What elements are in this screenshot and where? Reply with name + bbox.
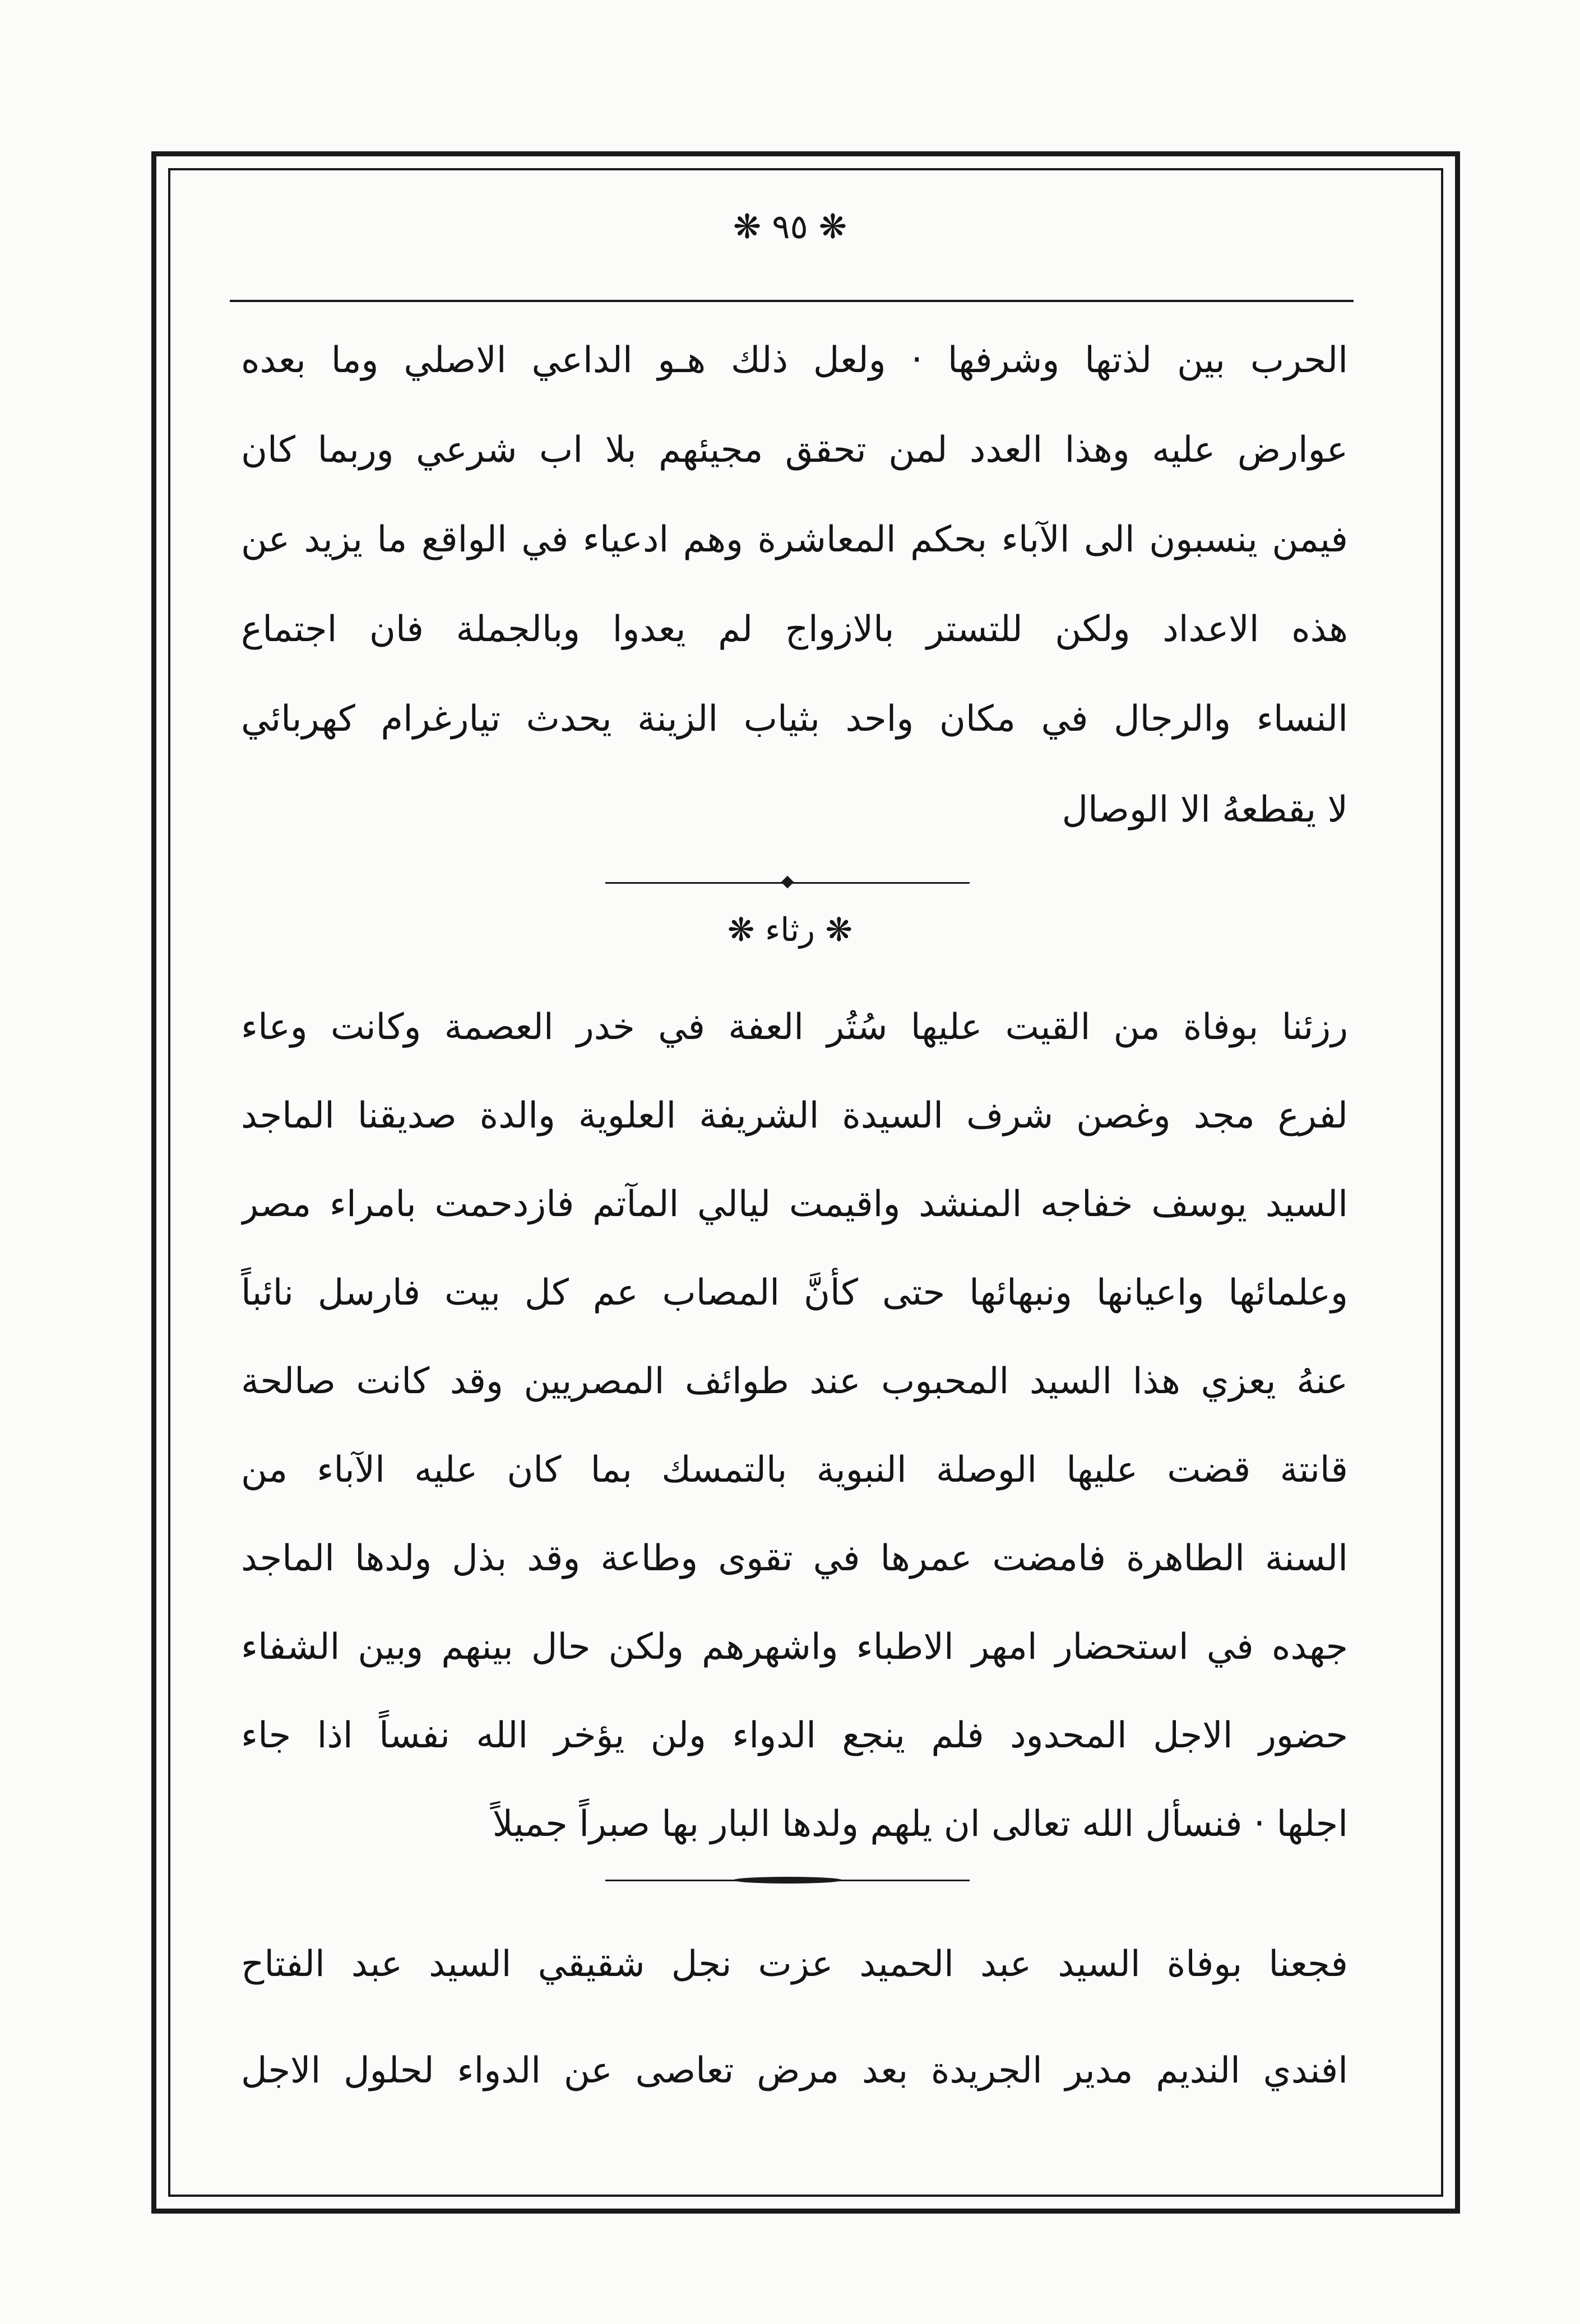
paragraph-1-line: فيمن ينسبون الى الآباء بحكم المعاشرة وهم ادعياء في الواقع ما يزيد عن: [241, 519, 1348, 560]
divider-diamond-icon: [781, 876, 794, 889]
paragraph-1-line: لا يقطعهُ الا الوصال: [1062, 789, 1348, 831]
paragraph-1-line: النساء والرجال في مكان واحد بثياب الزينة يحدث تيارغرام كهربائي: [241, 698, 1348, 740]
paragraph-2-line: رزئنا بوفاة من القيت عليها سُتُر العفة في خدر العصمة وكانت وعاء: [241, 1006, 1348, 1048]
section-heading: ❋ رثاء ❋: [727, 911, 853, 949]
paragraph-2-line: عنهُ يعزي هذا السيد المحبوب عند طوائف المصريين وقد كانت صالحة: [241, 1361, 1348, 1402]
paragraph-1-line: الحرب بين لذتها وشرفها · ولعل ذلك هـو الداعي الاصلي وما بعده: [241, 340, 1348, 381]
divider-ornament-icon: [733, 1877, 842, 1884]
paragraph-2-line: وعلمائها واعيانها ونبهائها حتى كأنَّ المصاب عم كل بيت فارسل نائباً: [241, 1272, 1348, 1314]
paragraph-1-line: هذه الاعداد ولكن للتستر بالازواج لم يعدوا وبالجملة فان اجتماع: [241, 609, 1348, 650]
paragraph-1-line: عوارض عليه وهذا العدد لمن تحقق مجيئهم بلا اب شرعي وربما كان: [241, 429, 1348, 471]
paragraph-3-line: فجعنا بوفاة السيد عبد الحميد عزت نجل شقيقي السيد عبد الفتاح: [241, 1943, 1348, 1985]
paragraph-2-line: لفرع مجد وغصن شرف السيدة الشريفة العلوية والدة صديقنا الماجد: [241, 1095, 1348, 1137]
paragraph-2-line: السنة الطاهرة فامضت عمرها في تقوى وطاعة وقد بذل ولدها الماجد: [241, 1538, 1348, 1579]
paragraph-2-line: حضور الاجل المحدود فلم ينجع الدواء ولن يؤخر الله نفساً اذا جاء: [241, 1715, 1348, 1756]
paragraph-2-line: قانتة قضت عليها الوصلة النبوية بالتمسك بما كان عليه الآباء من: [241, 1449, 1348, 1491]
paragraph-2-line: اجلها · فنسأل الله تعالى ان يلهم ولدها البار بها صبراً جميلاً: [492, 1803, 1348, 1845]
header-rule: [230, 300, 1354, 302]
paragraph-2-line: جهده في استحضار امهر الاطباء واشهرهم ولكن حال بينهم وبين الشفاء: [241, 1626, 1348, 1668]
paragraph-2-line: السيد يوسف خفاجه المنشد واقيمت ليالي المآتم فازدحمت بامراء مصر: [241, 1184, 1348, 1225]
paragraph-3-line: افندي النديم مدير الجريدة بعد مرض تعاصى عن الدواء لحلول الاجل: [241, 2050, 1348, 2091]
section-divider: [605, 874, 970, 891]
section-divider-ornate: [605, 1872, 970, 1889]
page-number: ❋ ٩٥ ❋: [733, 207, 847, 247]
